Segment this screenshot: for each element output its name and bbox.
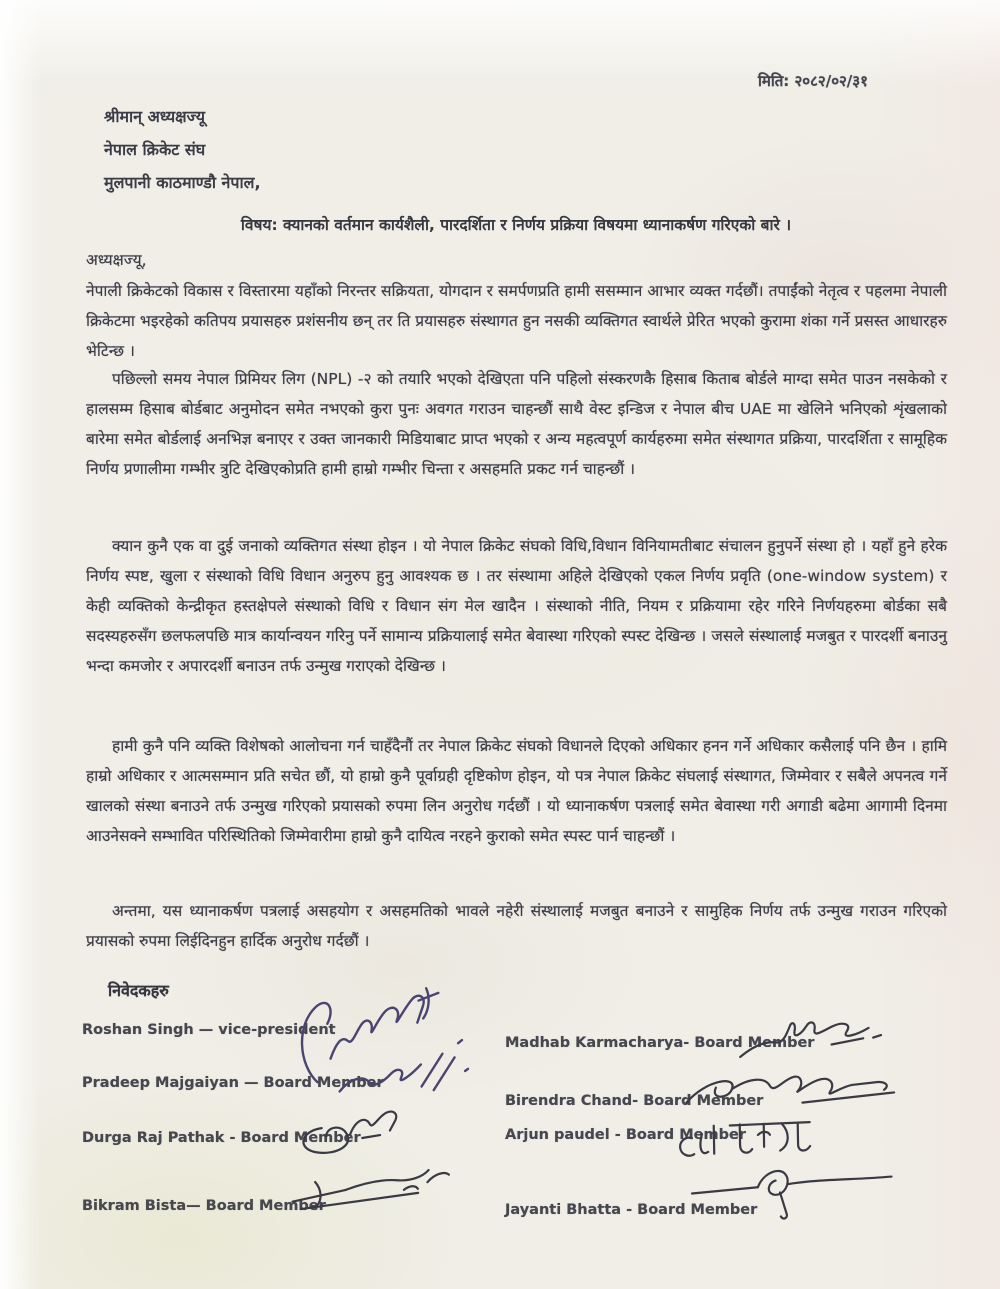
recipient-line-3: मुलपानी काठमाण्डौ नेपाल, <box>104 173 261 192</box>
paragraph-4: हामी कुनै पनि व्यक्ति विशेषको आलोचना गर्न चाहँदैनौं तर नेपाल क्रिकेट संघको विधानले दिएको अधिकार हनन गर्ने अधिकार कसैलाई पनि छैन । हामि हाम्रो अधिकार र आत्मसम्मान प्रति सचेत छौं, यो हाम्रो कुनै पूर्वाग्रही दृष्टिकोण होइन, यो पत्र नेपाल क्रिकेट संघलाई संस्थागत, जिम्मेवार र सबैले अपनत्व गर्ने खालको संस्था बनाउने तर्फ उन्मुख गरिएको प्रयासको रुपमा लिन अनुरोध गर्दछौं । यो ध्यानाकर्षण पत्रलाई समेत बेवास्था गरी अगाडी बढेमा आगामी दिनमा आउनेसक्ने सम्भावित परिस्थितिको जिम्मेवारीमा हाम्रो कुनै दायित्व नरहने कुराको समेत स्पस्ट पार्न चाहन्छौं । <box>86 737 947 845</box>
signatory-jayanti-bhatta: Jayanti Bhatta - Board Member <box>505 1202 758 1218</box>
bikram-bista-signature-icon <box>287 1164 460 1221</box>
signatory-durga-raj-pathak: Durga Raj Pathak - Board Member <box>82 1130 361 1146</box>
birendra-chand-signature-icon <box>681 1061 903 1119</box>
salutation: अध्यक्षज्यू, <box>86 251 147 269</box>
paragraph-1: नेपाली क्रिकेटको विकास र विस्तारमा यहाँको निरन्तर सक्रियता, योगदान र समर्पणप्रति हामी ससम्मान आभार व्यक्त गर्दछौं। तपाईंको नेतृत्व र पहलमा नेपाली क्रिकेटमा भइरहेको कतिपय प्रयासहरु प्रशंसनीय छन् तर ति प्रयासहरु संस्थागत हुन नसकी व्यक्तिगत स्वार्थले प्रेरित भएको कुरामा शंका गर्ने प्रसस्त आधारहरु भेटिन्छ । <box>86 282 947 360</box>
signatory-bikram-bista: Bikram Bista— Board Member <box>82 1198 326 1214</box>
recipient-line-1: श्रीमान् अध्यक्षज्यू <box>104 107 206 126</box>
paragraph-3: क्यान कुनै एक वा दुई जनाको व्यक्तिगत संस्था होइन । यो नेपाल क्रिकेट संघको विधि,विधान विनियामतीबाट संचालन हुनुपर्ने संस्था हो । यहाँ हुने हरेक निर्णय स्पष्ट, खुला र संस्थाको विधि विधान अनुरुप हुनु आवश्यक छ । तर संस्थामा अहिले देखिएको एकल निर्णय प्रवृति (one-window system) र केही व्यक्तिको केन्द्रीकृत हस्तक्षेपले संस्थाको विधि र विधान संग मेल खादैन । संस्थाको नीति, नियम र प्रक्रियामा रहेर गरिने निर्णयहरुमा बोर्डका सबै सदस्यहरुसँग छलफलपछि मात्र कार्यान्वयन गरिनु पर्ने सामान्य प्रक्रियालाई समेत बेवास्था गरिएको स्पस्ट देखिन्छ । जसले संस्थालाई मजबुत र पारदर्शी बनाउनु भन्दा कमजोर र अपारदर्शी बनाउन तर्फ उन्मुख गराएको देखिन्छ । <box>86 537 947 675</box>
signatory-birendra-chand: Birendra Chand- Board Member <box>505 1093 764 1109</box>
paragraph-2: पछिल्लो समय नेपाल प्रिमियर लिग (NPL) -२ को तयारि भएको देखिएता पनि पहिलो संस्करणकै हिसाब किताब बोर्डले माग्दा समेत पाउन नसकेको र हालसम्म हिसाब बोर्डबाट अनुमोदन समेत नभएको कुरा पुनः अवगत गराउन चाहन्छौं साथै वेस्ट इन्डिज र नेपाल बीच UAE मा खेलिने भनिएको शृंखलाको बारेमा समेत बोर्डलाई अनभिज्ञ बनाएर र उक्त जानकारी मिडियाबाट प्राप्त भएको र अन्य महत्वपूर्ण कार्यहरुमा समेत संस्थागत प्रक्रिया, पारदर्शिता र सामूहिक निर्णय प्रणालीमा गम्भीर त्रुटि देखिएकोप्रति हामी हाम्रो गम्भीर चिन्ता र असहमति प्रकट गर्न चाहन्छौं । <box>86 370 947 478</box>
subject-line: विषय: क्यानको वर्तमान कार्यशैली, पारदर्शिता र निर्णय प्रक्रिया विषयमा ध्यानाकर्षण गरिएको बारे । <box>240 216 792 234</box>
recipient-address <box>104 100 424 199</box>
roshan-singh-signature-icon <box>276 979 480 1106</box>
madhab-karmacharya-signature-icon <box>733 1007 886 1067</box>
closing-heading: निवेदकहरु <box>108 981 169 1000</box>
signatory-roshan-singh: Roshan Singh — vice-president <box>82 1022 336 1038</box>
recipient-line-2: नेपाल क्रिकेट संघ <box>104 140 206 159</box>
arjun-paudel-signature-icon <box>678 1114 839 1167</box>
signatory-madhab-karmacharya: Madhab Karmacharya- Board Member <box>505 1035 815 1051</box>
signatory-pradeep-majgaiyan: Pradeep Majgaiyan — Board Member <box>82 1075 384 1091</box>
date-line: मिति: २०८२/०२/३१ <box>758 72 868 90</box>
durga-raj-pathak-signature-icon <box>291 1104 433 1161</box>
jayanti-bhatta-signature-icon <box>687 1158 899 1225</box>
paragraph-5: अन्तमा, यस ध्यानाकर्षण पत्रलाई असहयोग र असहमतिको भावले नहेरी संस्थालाई मजबुत बनाउने र सामुहिक निर्णय तर्फ उन्मुख गराउन गरिएको प्रयासको रुपमा लिईदिनहुन हार्दिक अनुरोध गर्दछौं । <box>86 902 947 950</box>
signatory-arjun-paudel: Arjun paudel - Board Member <box>505 1127 746 1143</box>
